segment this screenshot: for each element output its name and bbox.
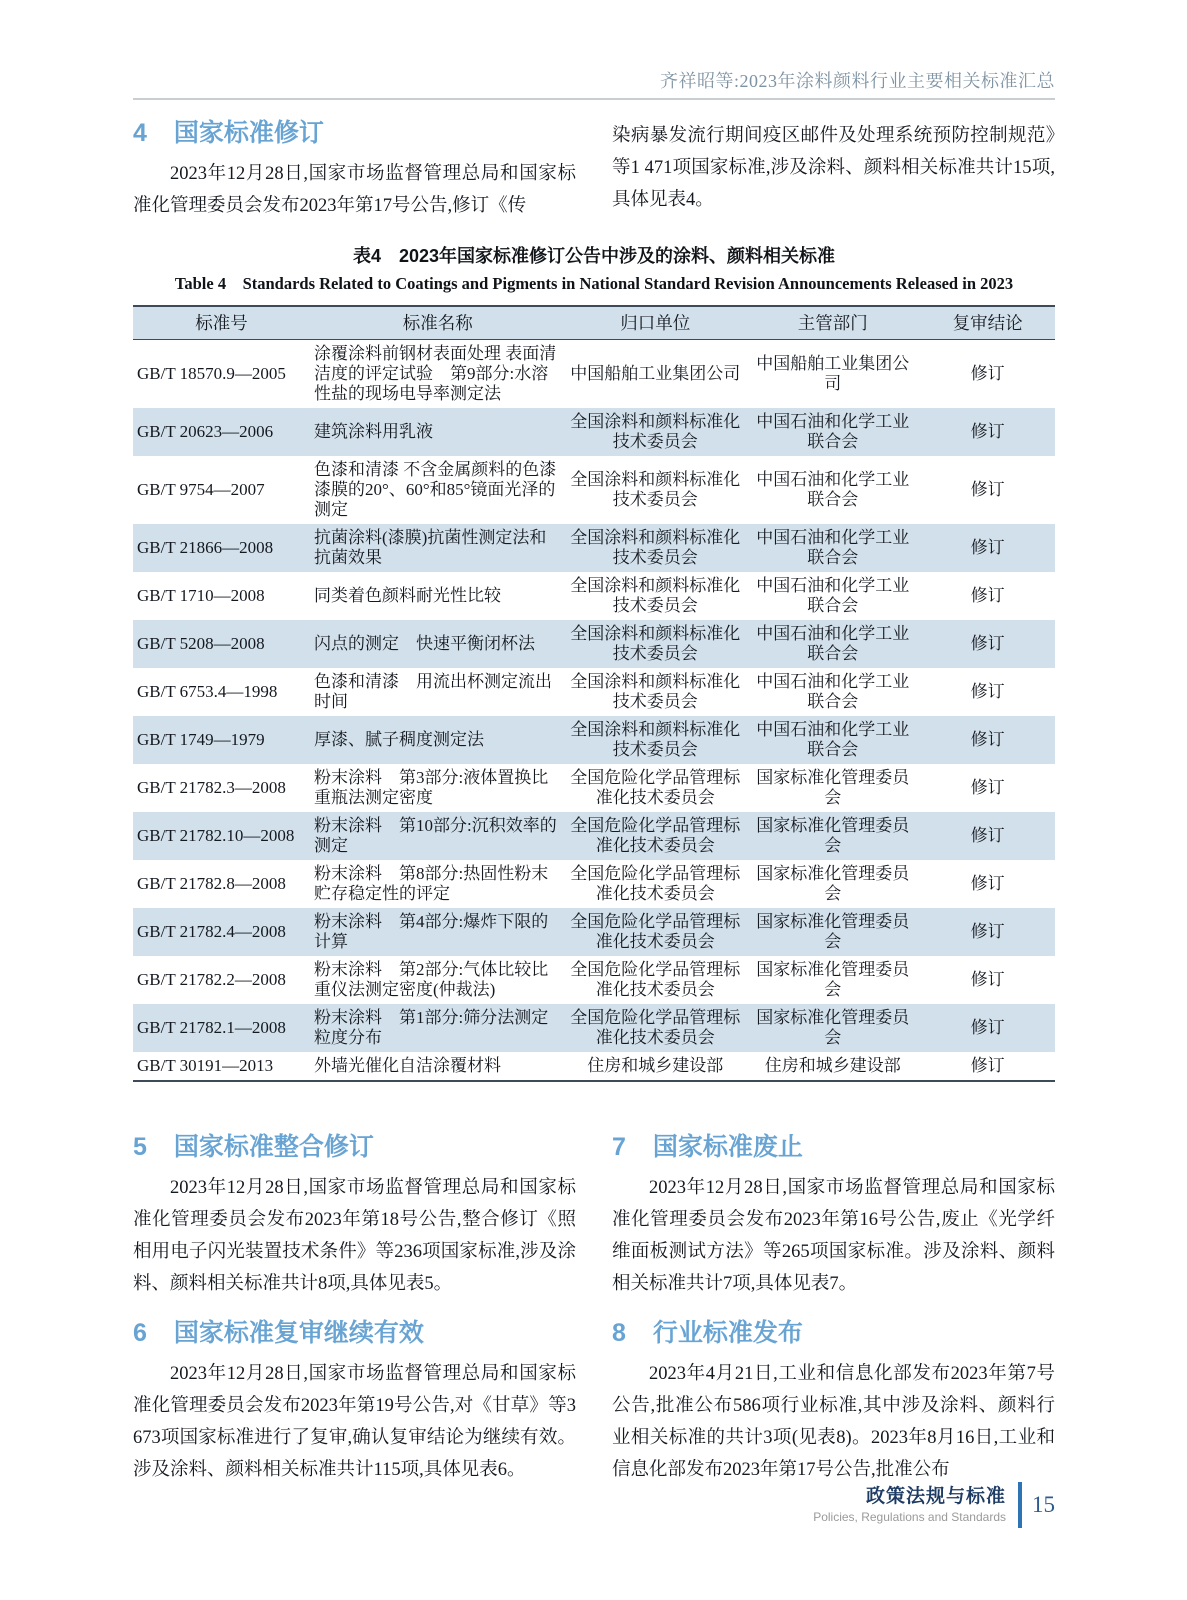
cell-standard-code: GB/T 21782.1—2008 xyxy=(133,1004,310,1052)
cell-standard-code: GB/T 20623—2006 xyxy=(133,408,310,456)
cell-review-conclusion: 修订 xyxy=(920,524,1055,572)
bottom-right-column xyxy=(612,1130,1055,1502)
section-4-title: 国家标准修订 xyxy=(173,119,324,147)
cell-standard-code: GB/T 21782.8—2008 xyxy=(137,874,286,893)
section-6 xyxy=(133,1316,576,1486)
section-6-paragraph: 2023年12月28日,国家市场监督管理总局和国家标准化管理委员会发布2023年第19号公告,对《甘草》等3 673项国家标准进行了复审,确认复审结论为继续有效。涉及涂料、颜料相关标准共计115项,具体见表6。 xyxy=(133,1364,576,1480)
table-header-row xyxy=(133,306,1055,340)
cell-centralized-unit: 全国涂料和颜料标准化技术委员会 xyxy=(570,576,741,615)
section-7-number: 7 xyxy=(612,1133,626,1161)
cell-review-conclusion: 修订 xyxy=(920,620,1055,668)
header-rule xyxy=(133,98,1055,100)
table-row xyxy=(133,860,1055,908)
cell-standard-code: GB/T 30191—2013 xyxy=(133,1052,310,1081)
section-6-heading xyxy=(133,1318,576,1348)
section-7 xyxy=(612,1130,1055,1300)
section-6-title: 国家标准复审继续有效 xyxy=(173,1319,424,1347)
cell-centralized-unit: 全国危险化学品管理标准化技术委员会 xyxy=(565,908,745,956)
section-4-paragraph-right: 染病暴发流行期间疫区邮件及处理系统预防控制规范》等1 471项国家标准,涉及涂料、颜料相关标准共计15项,具体见表4。 xyxy=(612,126,1055,210)
intro-columns xyxy=(133,116,1055,222)
cell-standard-code: GB/T 5208—2008 xyxy=(133,620,310,668)
cell-standard-name: 外墙光催化自洁涂覆材料 xyxy=(310,1052,565,1081)
cell-authority: 住房和城乡建设部 xyxy=(745,1052,920,1081)
cell-review-conclusion: 修订 xyxy=(920,408,1055,456)
cell-centralized-unit: 全国涂料和颜料标准化技术委员会 xyxy=(565,716,745,764)
cell-standard-name: 闪点的测定 快速平衡闭杯法 xyxy=(310,620,565,668)
cell-standard-name: 色漆和清漆 用流出杯测定流出时间 xyxy=(314,672,553,711)
cell-authority: 中国石油和化学工业联合会 xyxy=(745,716,920,764)
table-caption-en: Table 4 Standards Related to Coatings and Pigments in National Standard Revision Announcements Released in 2023 xyxy=(174,274,1014,293)
cell-review-conclusion: 修订 xyxy=(970,586,1005,605)
section-8 xyxy=(612,1316,1055,1486)
table-row xyxy=(133,572,1055,620)
footer-divider-bar xyxy=(1018,1482,1022,1528)
cell-standard-name: 厚漆、腻子稠度测定法 xyxy=(310,716,565,764)
cell-standard-name: 建筑涂料用乳液 xyxy=(310,408,565,456)
intro-right-column xyxy=(612,116,1055,222)
section-4-heading xyxy=(133,118,576,148)
cell-authority: 中国船舶工业集团公司 xyxy=(756,354,910,393)
col-header-standard-name: 标准名称 xyxy=(310,306,565,340)
cell-standard-name: 同类着色颜料耐光性比较 xyxy=(314,586,502,605)
cell-centralized-unit: 全国危险化学品管理标准化技术委员会 xyxy=(570,960,741,999)
col-header-centralized-unit: 归口单位 xyxy=(565,306,745,340)
footer-titles xyxy=(813,1486,1006,1525)
cell-review-conclusion: 修订 xyxy=(970,364,1005,383)
cell-review-conclusion: 修订 xyxy=(920,908,1055,956)
cell-authority: 国家标准化管理委员会 xyxy=(756,768,910,807)
cell-centralized-unit: 全国涂料和颜料标准化技术委员会 xyxy=(570,672,741,711)
cell-standard-code: GB/T 1749—1979 xyxy=(133,716,310,764)
cell-authority: 国家标准化管理委员会 xyxy=(745,1004,920,1052)
cell-standard-code: GB/T 18570.9—2005 xyxy=(137,364,286,383)
cell-standard-name: 粉末涂料 第3部分:液体置换比重瓶法测定密度 xyxy=(314,768,549,807)
section-7-heading xyxy=(612,1132,1055,1162)
section-7-title: 国家标准废止 xyxy=(652,1133,803,1161)
cell-standard-code: GB/T 21782.4—2008 xyxy=(133,908,310,956)
cell-authority: 中国石油和化学工业联合会 xyxy=(756,470,910,509)
intro-left-column xyxy=(133,116,576,222)
bottom-left-column xyxy=(133,1130,576,1502)
section-4-paragraph-left: 2023年12月28日,国家市场监督管理总局和国家标准化管理委员会发布2023年第17号公告,修订《传 xyxy=(133,164,576,216)
table-row xyxy=(133,668,1055,716)
cell-standard-code: GB/T 21782.3—2008 xyxy=(137,778,286,797)
cell-standard-code: GB/T 6753.4—1998 xyxy=(137,682,278,701)
cell-review-conclusion: 修订 xyxy=(920,812,1055,860)
table-row xyxy=(133,456,1055,524)
cell-review-conclusion: 修订 xyxy=(970,480,1005,499)
cell-centralized-unit: 全国危险化学品管理标准化技术委员会 xyxy=(570,864,741,903)
cell-centralized-unit: 全国涂料和颜料标准化技术委员会 xyxy=(565,620,745,668)
cell-centralized-unit: 中国船舶工业集团公司 xyxy=(570,364,741,383)
cell-centralized-unit: 全国涂料和颜料标准化技术委员会 xyxy=(565,408,745,456)
cell-standard-code: GB/T 9754—2007 xyxy=(137,480,265,499)
section-4-number: 4 xyxy=(133,119,147,147)
table-row xyxy=(133,812,1055,860)
cell-review-conclusion: 修订 xyxy=(920,1052,1055,1081)
cell-authority: 中国石油和化学工业联合会 xyxy=(745,408,920,456)
cell-standard-name: 色漆和清漆 不含金属颜料的色漆漆膜的20°、60°和85°镜面光泽的测定 xyxy=(314,460,557,519)
col-header-standard-code: 标准号 xyxy=(133,306,310,340)
cell-authority: 国家标准化管理委员会 xyxy=(745,812,920,860)
running-head: 齐祥昭等:2023年涂料颜料行业主要相关标准汇总 xyxy=(660,71,1055,91)
cell-standard-code: GB/T 21782.2—2008 xyxy=(137,970,286,989)
cell-authority: 国家标准化管理委员会 xyxy=(756,960,910,999)
cell-standard-code: GB/T 1710—2008 xyxy=(137,586,265,605)
table-row xyxy=(133,620,1055,668)
cell-centralized-unit: 全国危险化学品管理标准化技术委员会 xyxy=(570,768,741,807)
cell-review-conclusion: 修订 xyxy=(970,874,1005,893)
section-6-number: 6 xyxy=(133,1319,147,1347)
cell-centralized-unit: 全国涂料和颜料标准化技术委员会 xyxy=(565,524,745,572)
section-8-heading xyxy=(612,1318,1055,1348)
cell-standard-name: 粉末涂料 第1部分:筛分法测定粒度分布 xyxy=(310,1004,565,1052)
cell-authority: 中国石油和化学工业联合会 xyxy=(756,576,910,615)
table-row xyxy=(133,764,1055,812)
table-row xyxy=(133,1052,1055,1081)
table-caption-cn: 表4 2023年国家标准修订公告中涉及的涂料、颜料相关标准 xyxy=(352,246,836,266)
cell-standard-code: GB/T 21782.10—2008 xyxy=(133,812,310,860)
cell-centralized-unit: 全国涂料和颜料标准化技术委员会 xyxy=(570,470,741,509)
cell-authority: 中国石油和化学工业联合会 xyxy=(745,524,920,572)
table-row xyxy=(133,716,1055,764)
section-5-number: 5 xyxy=(133,1133,147,1161)
cell-standard-name: 抗菌涂料(漆膜)抗菌性测定法和抗菌效果 xyxy=(310,524,565,572)
section-8-title: 行业标准发布 xyxy=(652,1319,803,1347)
section-5 xyxy=(133,1130,576,1300)
cell-standard-name: 粉末涂料 第8部分:热固性粉末贮存稳定性的评定 xyxy=(314,864,549,903)
section-8-number: 8 xyxy=(612,1319,626,1347)
cell-review-conclusion: 修订 xyxy=(920,716,1055,764)
cell-authority: 国家标准化管理委员会 xyxy=(745,908,920,956)
cell-review-conclusion: 修订 xyxy=(970,970,1005,989)
section-7-paragraph: 2023年12月28日,国家市场监督管理总局和国家标准化管理委员会发布2023年第16号公告,废止《光学纤维面板测试方法》等265项国家标准。涉及涂料、颜料相关标准共计7项,具体见表7。 xyxy=(612,1178,1055,1294)
col-header-review-conclusion: 复审结论 xyxy=(920,306,1055,340)
cell-standard-name: 涂覆涂料前钢材表面处理 表面清洁度的评定试验 第9部分:水溶性盐的现场电导率测定法 xyxy=(314,344,557,403)
table-row xyxy=(133,956,1055,1004)
standards-table xyxy=(133,305,1055,1082)
cell-standard-name: 粉末涂料 第2部分:气体比较比重仪法测定密度(仲裁法) xyxy=(314,960,549,999)
table-row xyxy=(133,340,1055,409)
section-5-title: 国家标准整合修订 xyxy=(173,1133,374,1161)
cell-centralized-unit: 住房和城乡建设部 xyxy=(565,1052,745,1081)
col-header-authority: 主管部门 xyxy=(745,306,920,340)
cell-centralized-unit: 全国危险化学品管理标准化技术委员会 xyxy=(565,812,745,860)
cell-standard-code: GB/T 21866—2008 xyxy=(133,524,310,572)
section-5-paragraph: 2023年12月28日,国家市场监督管理总局和国家标准化管理委员会发布2023年第18号公告,整合修订《照相用电子闪光装置技术条件》等236项国家标准,涉及涂料、颜料相关标准共计8项,具体见表5。 xyxy=(133,1178,576,1294)
table-row xyxy=(133,524,1055,572)
table-row xyxy=(133,1004,1055,1052)
cell-authority: 中国石油和化学工业联合会 xyxy=(745,620,920,668)
table-row xyxy=(133,408,1055,456)
page-number: 15 xyxy=(1032,1492,1055,1517)
cell-review-conclusion: 修订 xyxy=(970,778,1005,797)
footer-title-cn: 政策法规与标准 xyxy=(865,1485,1006,1507)
section-8-paragraph: 2023年4月21日,工业和信息化部发布2023年第7号公告,批准公布586项行业标准,其中涉及涂料、颜料行业相关标准的共计3项(见表8)。2023年8月16日,工业和信息化部发布2023年第17号公告,批准公布 xyxy=(612,1364,1055,1480)
cell-review-conclusion: 修订 xyxy=(920,1004,1055,1052)
section-5-heading xyxy=(133,1132,576,1162)
table-row xyxy=(133,908,1055,956)
cell-authority: 国家标准化管理委员会 xyxy=(756,864,910,903)
bottom-columns xyxy=(133,1130,1055,1502)
cell-standard-name: 粉末涂料 第4部分:爆炸下限的计算 xyxy=(310,908,565,956)
cell-authority: 中国石油和化学工业联合会 xyxy=(756,672,910,711)
footer-title-en: Policies, Regulations and Standards xyxy=(813,1509,1006,1524)
cell-review-conclusion: 修订 xyxy=(970,682,1005,701)
page-footer xyxy=(813,1482,1055,1528)
cell-standard-name: 粉末涂料 第10部分:沉积效率的测定 xyxy=(310,812,565,860)
cell-centralized-unit: 全国危险化学品管理标准化技术委员会 xyxy=(565,1004,745,1052)
